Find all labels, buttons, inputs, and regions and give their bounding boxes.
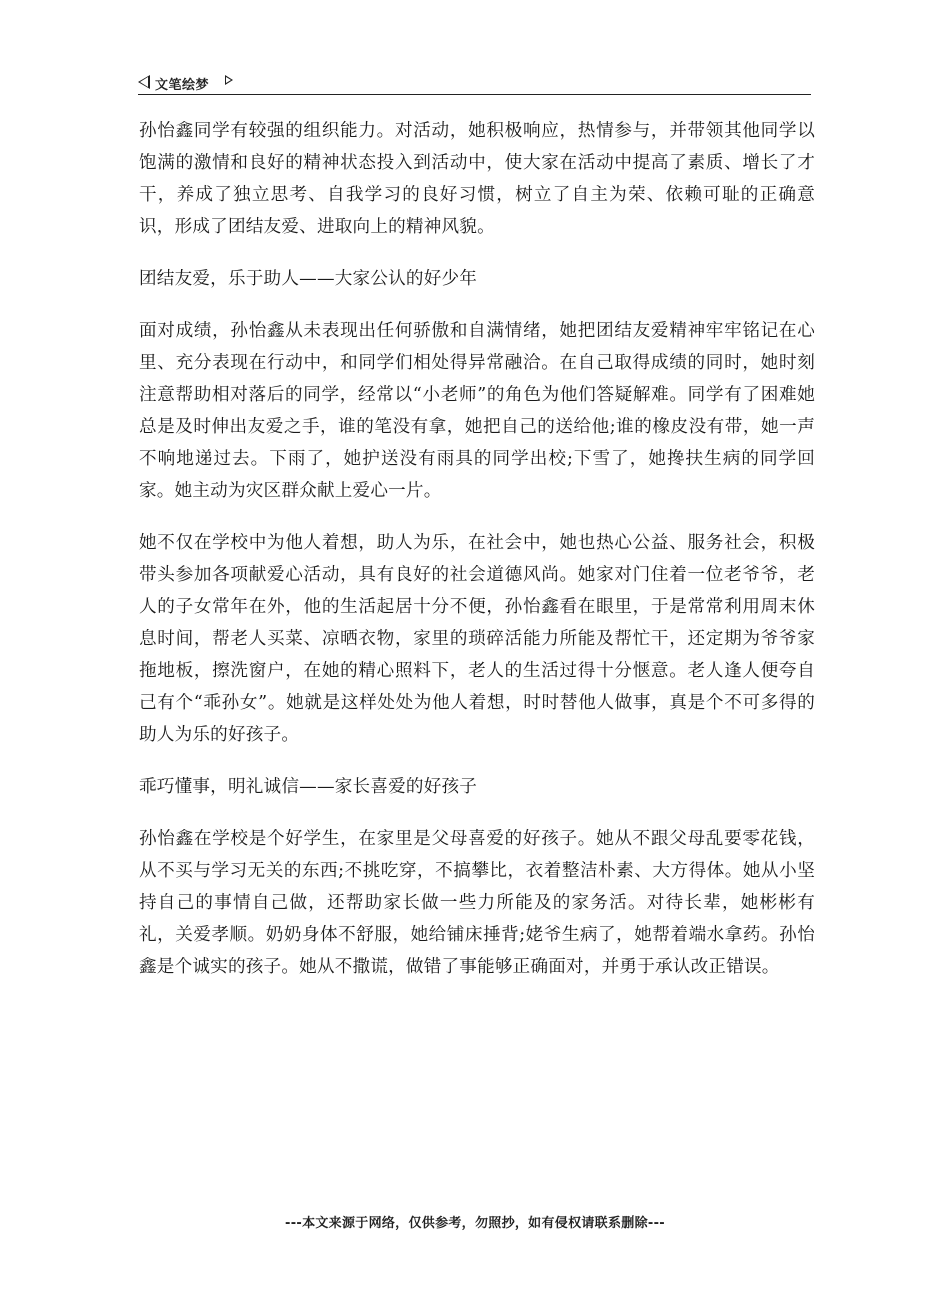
section-heading-2: 乖巧懂事，明礼诚信——家长喜爱的好孩子	[139, 777, 478, 797]
triangle-left-icon	[138, 75, 150, 89]
section-heading-1: 团结友爱，乐于助人——大家公认的好少年	[139, 269, 478, 289]
paragraph-4: 孙怡鑫在学校是个好学生，在家里是父母喜爱的好孩子。她从不跟父母乱要零花钱，从不买与学习无关的东西;不挑吃穿，不搞攀比，衣着整洁朴素、大方得体。她从小坚持自己的事情自己做，还帮助家长做一些力所能及的家务活。对待长辈，她彬彬有礼，关爱孝顺。奶奶身体不舒服，她给铺床捶背;姥爷生病了，她帮着端水拿药。孙怡鑫是个诚实的孩子。她从不撒谎，做错了事能够正确面对，并勇于承认改正错误。	[139, 829, 815, 977]
paragraph-3: 她不仅在学校中为他人着想，助人为乐，在社会中，她也热心公益、服务社会，积极带头参加各项献爱心活动，具有良好的社会道德风尚。她家对门住着一位老爷爷，老人的子女常年在外，他的生活起居十分不便，孙怡鑫看在眼里，于是常常利用周末休息时间，帮老人买菜、凉晒衣物，家里的琐碎活能力所能及帮忙干，还定期为爷爷家拖地板，擦洗窗户，在她的精心照料下，老人的生活过得十分惬意。老人逢人便夸自己有个“乖孙女”。她就是这样处处为他人着想，时时替他人做事，真是个不可多得的助人为乐的好孩子。	[139, 533, 815, 745]
page-footer: ---本文来源于网络，仅供参考，勿照抄，如有侵权请联系删除---	[285, 1216, 665, 1231]
paragraph-2: 面对成绩，孙怡鑫从未表现出任何骄傲和自满情绪，她把团结友爱精神牢牢铭记在心里、充分表现在行动中，和同学们相处得异常融洽。在自己取得成绩的同时，她时刻注意帮助相对落后的同学，经常以“小老师”的角色为他们答疑解难。同学有了困难她总是及时伸出友爱之手，谁的笔没有拿，她把自己的送给他;谁的橡皮没有带，她一声不响地递过去。下雨了，她护送没有雨具的同学出校;下雪了，她搀扶生病的同学回家。她主动为灾区群众献上爱心一片。	[139, 321, 815, 501]
paragraph-1: 孙怡鑫同学有较强的组织能力。对活动，她积极响应，热情参与，并带领其他同学以饱满的激情和良好的精神状态投入到活动中，使大家在活动中提高了素质、增长了才干，养成了独立思考、自我学习的良好习惯，树立了自主为荣、依赖可耻的正确意识，形成了团结友爱、进取向上的精神风貌。	[139, 121, 815, 237]
page-header	[138, 72, 811, 95]
article-body	[139, 115, 815, 1003]
triangle-right-icon	[225, 75, 233, 85]
header-brand: 文笔绘梦	[155, 78, 210, 93]
